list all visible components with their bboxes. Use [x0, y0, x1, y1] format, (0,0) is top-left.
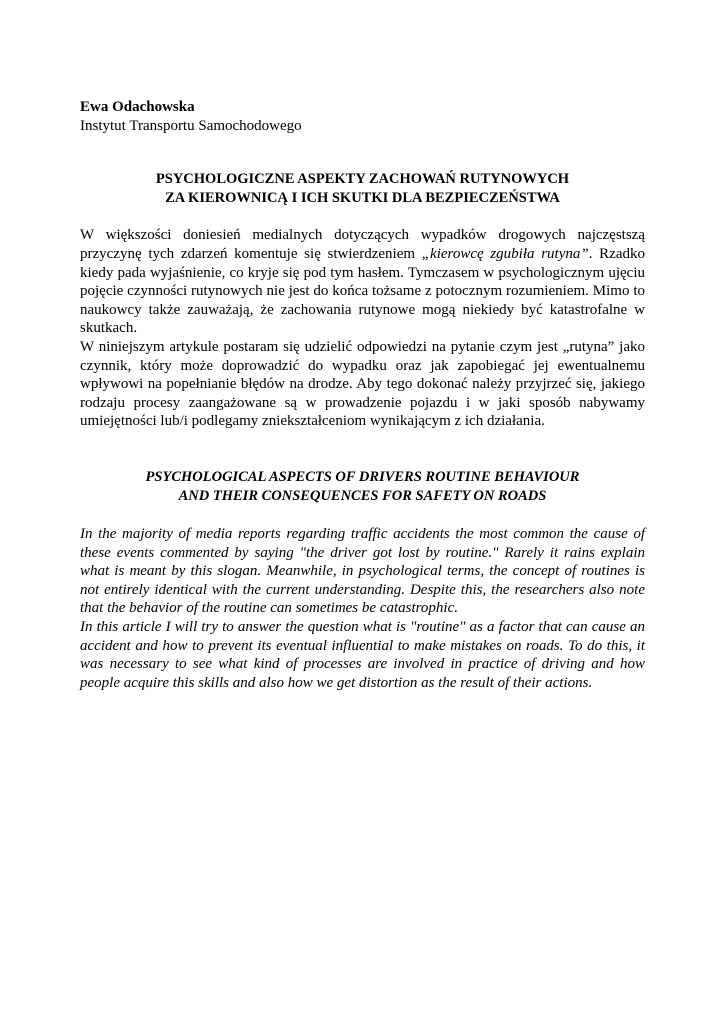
author-name: Ewa Odachowska: [80, 99, 195, 115]
polish-abstract-paragraph: W niniejszym artykule postaram się udzielić odpowiedzi na pytanie czym jest „rutyna” jako czynnik, który może doprowadzić do wypadku oraz jak zapobiegać jej ewentualnemu wpływowi na popełnianie błędów na drodze. Aby tego dokonać należy przyjrzeć się, jakiego rodzaju procesy zaangażowane są w prowadzenie pojazdu i w jaki sposób nabywamy umiejętności lub/i podlegamy zniekształceniom wynikającym z ich działania.: [80, 338, 645, 430]
english-title-line: PSYCHOLOGICAL ASPECTS OF DRIVERS ROUTINE BEHAVIOUR: [145, 468, 580, 485]
english-title-line: AND THEIR CONSEQUENCES FOR SAFETY ON ROADS: [178, 487, 547, 504]
abstract-text: W większości doniesień medialnych dotyczących wypadków drogowych najczęstszą przyczynę tych zdarzeń komentuje się stwierdzeniem: [80, 227, 645, 262]
polish-title-line: ZA KIEROWNICĄ I ICH SKUTKI DLA BEZPIECZEŃSTWA: [165, 189, 560, 206]
polish-title-line: PSYCHOLOGICZNE ASPEKTY ZACHOWAŃ RUTYNOWYCH: [155, 171, 570, 188]
polish-abstract: [80, 226, 645, 431]
document-page: [80, 98, 645, 692]
english-abstract-paragraph: In the majority of media reports regarding traffic accidents the most common the cause of these events commented by saying "the driver got lost by routine." Rarely it rains explain what is meant by this slogan. Meanwhile, in psychological terms, the concept of routines is not entirely identical with the current understanding. Despite this, the researchers also note that the behavior of the routine can sometimes be catastrophic.: [80, 526, 645, 617]
quoted-phrase: „kierowcę zgubiła rutyna”: [421, 245, 589, 262]
polish-title: [80, 170, 645, 207]
abstract-text: . Rzadko kiedy pada wyjaśnienie, co kryje się pod tym hasłem. Tymczasem w psychologicznym ujęciu pojęcie czynności rutynowych nie jest do końca tożsame z potocznym rozumieniem. Mimo to naukowcy także zauważają, że zachowania rutynowe mogą niekiedy być katastrofalne w skutkach.: [80, 245, 645, 337]
english-title: [80, 468, 645, 505]
english-abstract: [80, 525, 645, 692]
polish-abstract-paragraph: [80, 226, 645, 338]
author-affiliation: Instytut Transportu Samochodowego: [80, 117, 302, 134]
english-abstract-paragraph: In this article I will try to answer the question what is "routine" as a factor that can cause an accident and how to prevent its eventual influential to make mistakes on roads. To do this, it was necessary to see what kind of processes are involved in practice of driving and how people acquire this skills and also how we get distortion as the result of their actions.: [80, 619, 645, 691]
